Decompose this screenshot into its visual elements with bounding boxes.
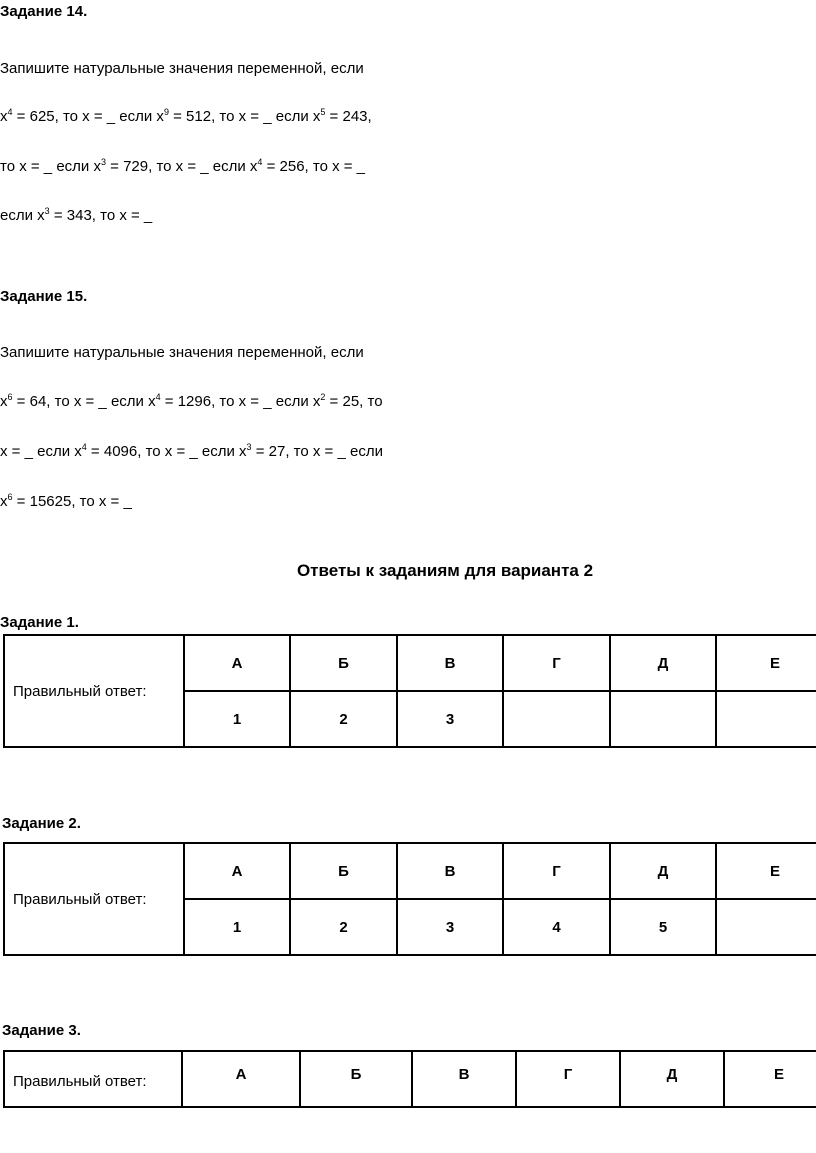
answer-header-cell: Е — [724, 1051, 816, 1107]
formula-text: x — [0, 393, 8, 410]
answer-value-cell: 2 — [290, 899, 397, 955]
answer-header-cell: Д — [610, 635, 716, 691]
formula-text: = 343, то x = _ — [49, 207, 153, 224]
answer-header-cell: В — [412, 1051, 516, 1107]
formula-text: = 243, — [325, 108, 372, 125]
answer-header-cell: В — [397, 843, 503, 899]
task14-line3 — [0, 207, 152, 224]
task15-line2 — [0, 443, 383, 460]
answer-label: Правильный ответ: — [4, 635, 184, 747]
answer-value-cell: 3 — [397, 691, 503, 747]
exponent: 5 — [320, 107, 326, 117]
answer-label: Правильный ответ: — [4, 1051, 182, 1107]
answer-value-cell — [716, 899, 816, 955]
exponent: 9 — [163, 107, 169, 117]
answer-header-cell: В — [397, 635, 503, 691]
answer-value-cell: 1 — [184, 899, 290, 955]
task14-intro: Запишите натуральные значения переменной, если — [0, 60, 364, 77]
answer-header-cell: Б — [290, 635, 397, 691]
answer-label: Правильный ответ: — [4, 843, 184, 955]
exponent: 3 — [100, 157, 106, 167]
answer-header-cell: А — [184, 843, 290, 899]
exponent: 3 — [246, 442, 252, 452]
task15-line1 — [0, 393, 383, 410]
exponent: 6 — [7, 492, 13, 502]
formula-text: = 625, то x = _ если x — [12, 108, 164, 125]
formula-text: = 25, то — [325, 393, 383, 410]
answer-value-cell: 4 — [503, 899, 610, 955]
exponent: 6 — [7, 392, 13, 402]
formula-text: = 64, то x = _ если x — [12, 393, 156, 410]
formula-text: = 1296, то x = _ если x — [160, 393, 321, 410]
exponent: 4 — [81, 442, 87, 452]
formula-text: = 27, то x = _ если — [251, 443, 383, 460]
task14-line2 — [0, 158, 365, 175]
task15-intro: Запишите натуральные значения переменной, если — [0, 344, 364, 361]
formula-text: = 729, то x = _ если x — [105, 158, 258, 175]
answer-task2-table — [3, 842, 816, 956]
answer-header-cell: А — [182, 1051, 300, 1107]
exponent: 2 — [320, 392, 326, 402]
answer-value-cell — [503, 691, 610, 747]
answer-task3-title: Задание 3. — [2, 1022, 81, 1039]
formula-text: x = _ если x — [0, 443, 82, 460]
answer-value-cell: 5 — [610, 899, 716, 955]
exponent: 4 — [257, 157, 263, 167]
answer-header-cell: Е — [716, 843, 816, 899]
formula-text: = 4096, то x = _ если x — [86, 443, 247, 460]
task14-line1 — [0, 108, 372, 125]
formula-text: x — [0, 108, 8, 125]
answers-title: Ответы к заданиям для варианта 2 — [296, 561, 594, 580]
answer-header-cell: Е — [716, 635, 816, 691]
answer-header-cell: А — [184, 635, 290, 691]
formula-text: если x — [0, 207, 45, 224]
formula-text: = 15625, то x = _ — [12, 493, 132, 510]
task15-line3 — [0, 493, 132, 510]
exponent: 4 — [155, 392, 161, 402]
answer-value-cell — [610, 691, 716, 747]
exponent: 3 — [44, 206, 50, 216]
answer-header-cell: Д — [620, 1051, 724, 1107]
answer-task3-table — [3, 1050, 816, 1108]
answer-header-cell: Б — [300, 1051, 412, 1107]
formula-text: то x = _ если x — [0, 158, 101, 175]
answer-value-cell: 3 — [397, 899, 503, 955]
answer-task1-table — [3, 634, 816, 748]
formula-text: x — [0, 493, 8, 510]
answer-header-cell: Д — [610, 843, 716, 899]
task14-title: Задание 14. — [0, 3, 88, 20]
answer-value-cell: 1 — [184, 691, 290, 747]
answer-task1-title: Задание 1. — [0, 614, 79, 631]
formula-text: = 512, то x = _ если x — [168, 108, 321, 125]
task15-title: Задание 15. — [0, 288, 88, 305]
answer-value-cell — [716, 691, 816, 747]
answer-header-cell: Г — [503, 635, 610, 691]
answer-header-cell: Б — [290, 843, 397, 899]
answer-value-cell: 2 — [290, 691, 397, 747]
answer-header-cell: Г — [516, 1051, 620, 1107]
answer-header-cell: Г — [503, 843, 610, 899]
exponent: 4 — [7, 107, 13, 117]
formula-text: = 256, то x = _ — [262, 158, 366, 175]
answer-task2-title: Задание 2. — [2, 815, 81, 832]
